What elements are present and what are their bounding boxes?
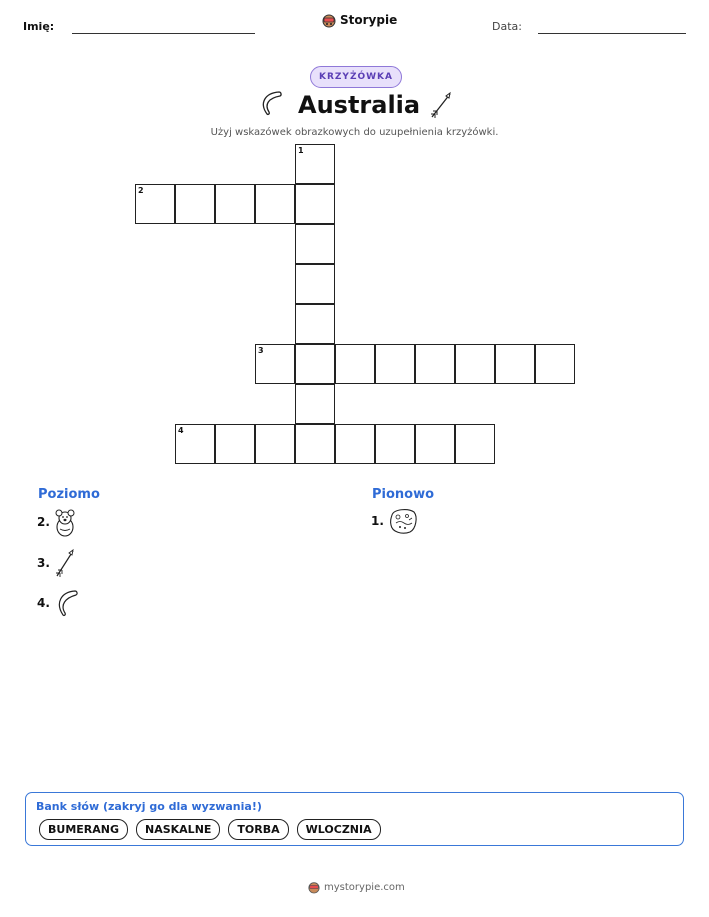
grid-cell[interactable] <box>175 424 215 464</box>
grid-cell[interactable] <box>335 424 375 464</box>
grid-cell[interactable] <box>215 184 255 224</box>
grid-cell[interactable] <box>375 344 415 384</box>
instructions: Użyj wskazówek obrazkowych do uzupełnienia krzyżówki. <box>210 127 499 138</box>
grid-cell[interactable] <box>415 344 455 384</box>
grid-cell[interactable] <box>295 224 335 264</box>
grid-cell[interactable] <box>495 344 535 384</box>
clue-number: 2 <box>138 186 144 195</box>
grid-cell[interactable] <box>455 424 495 464</box>
grid-cell[interactable] <box>295 344 335 384</box>
name-line[interactable] <box>72 33 255 34</box>
clue-number: 1 <box>298 146 304 155</box>
grid-cell[interactable] <box>335 344 375 384</box>
boomerang-icon <box>54 588 78 618</box>
word-chip: NASKALNE <box>136 819 220 840</box>
storypie-mascot-icon <box>322 12 336 28</box>
grid-cell[interactable] <box>295 304 335 344</box>
clue-number: 4 <box>178 426 184 435</box>
footer <box>308 880 405 894</box>
clue-across-3 <box>37 548 76 578</box>
word-chip: BUMERANG <box>39 819 128 840</box>
storypie-mascot-icon <box>308 880 320 894</box>
grid-cell[interactable] <box>255 344 295 384</box>
word-bank-list <box>39 819 381 840</box>
across-heading: Poziomo <box>38 487 100 502</box>
clue-number-label: 1. <box>371 514 384 528</box>
word-chip: TORBA <box>228 819 288 840</box>
grid-cell[interactable] <box>215 424 255 464</box>
grid-cell[interactable] <box>295 424 335 464</box>
boomerang-title-icon <box>257 89 283 117</box>
clue-across-2 <box>37 507 76 537</box>
clue-number: 3 <box>258 346 264 355</box>
date-line[interactable] <box>538 33 686 34</box>
word-chip: WLOCZNIA <box>297 819 381 840</box>
koala-icon <box>54 507 76 537</box>
word-bank <box>25 792 684 846</box>
spear-icon <box>54 548 76 578</box>
brand-logo <box>322 12 397 28</box>
grid-cell[interactable] <box>295 144 335 184</box>
grid-cell[interactable] <box>255 424 295 464</box>
date-label: Data: <box>492 20 522 33</box>
word-bank-title: Bank słów (zakryj go dla wyzwania!) <box>36 800 262 813</box>
clue-number-label: 3. <box>37 556 50 570</box>
page-title: Australia <box>298 91 421 119</box>
grid-cell[interactable] <box>455 344 495 384</box>
spear-title-icon <box>428 90 454 120</box>
grid-cell[interactable] <box>415 424 455 464</box>
clue-down-1 <box>371 507 418 535</box>
footer-url[interactable]: mystorypie.com <box>324 881 405 893</box>
clue-number-label: 4. <box>37 596 50 610</box>
grid-cell[interactable] <box>255 184 295 224</box>
name-label: Imię: <box>23 20 55 33</box>
brand-name: Storypie <box>340 13 398 27</box>
grid-cell[interactable] <box>135 184 175 224</box>
clue-number-label: 2. <box>37 515 50 529</box>
clue-across-4 <box>37 588 78 618</box>
crossword-badge: KRZYŻÓWKA <box>310 66 402 88</box>
grid-cell[interactable] <box>295 264 335 304</box>
grid-cell[interactable] <box>175 184 215 224</box>
down-heading: Pionowo <box>372 487 435 502</box>
grid-cell[interactable] <box>535 344 575 384</box>
grid-cell[interactable] <box>375 424 415 464</box>
rock-painting-icon <box>388 507 418 535</box>
grid-cell[interactable] <box>295 184 335 224</box>
grid-cell[interactable] <box>295 384 335 424</box>
